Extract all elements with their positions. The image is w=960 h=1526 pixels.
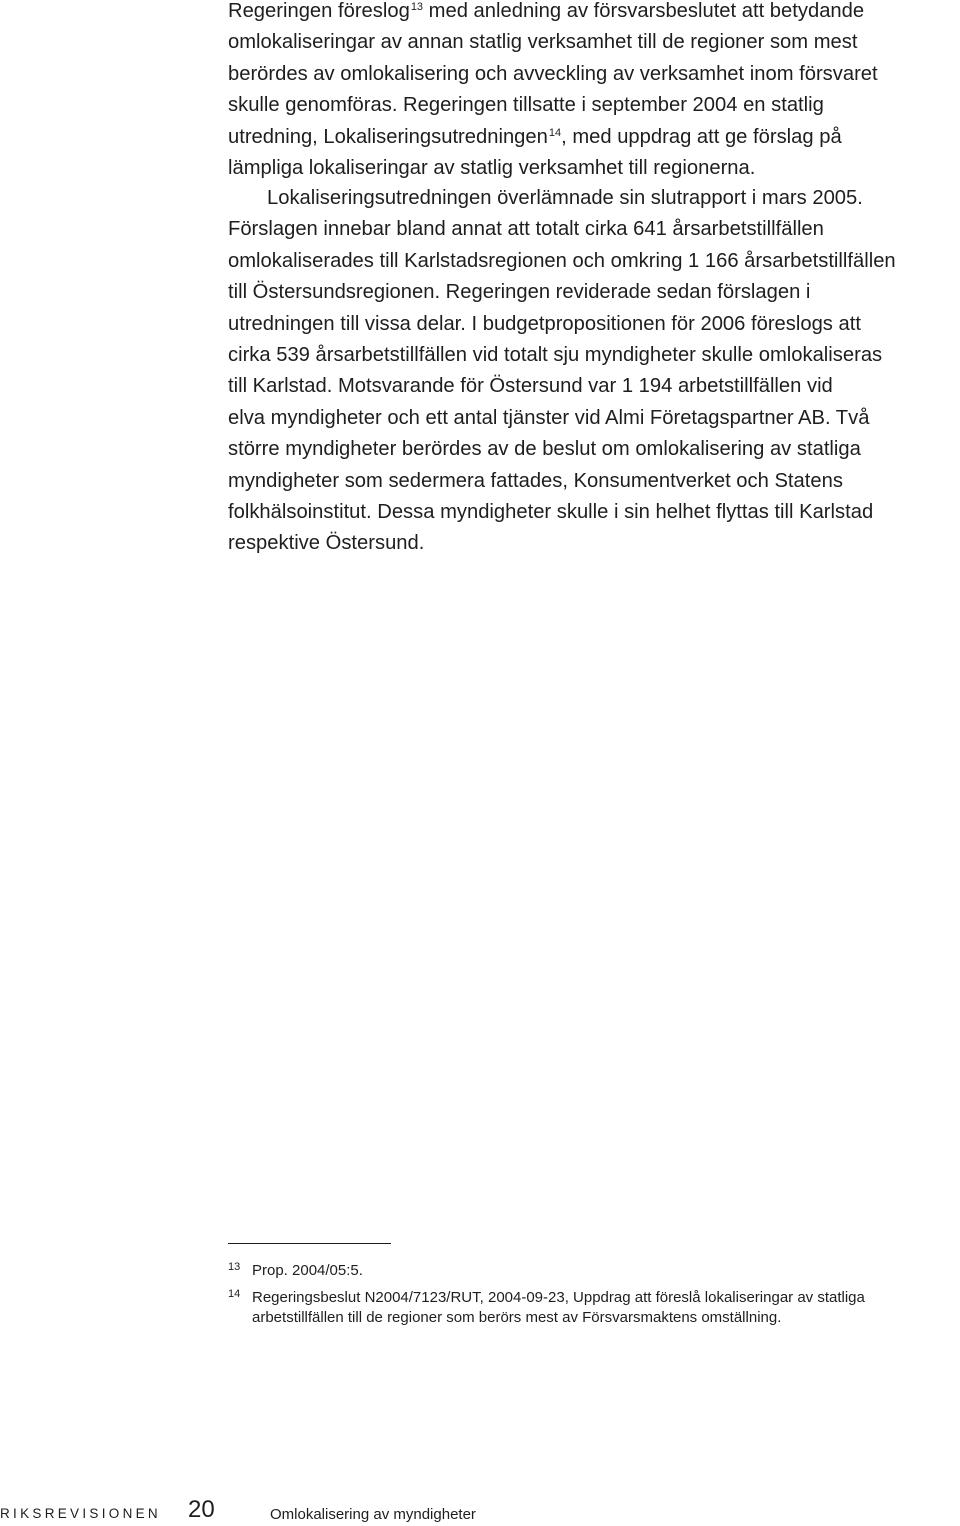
text-line: omlokaliserades till Karlstadsregionen och omkring 1 166 årsarbetstillfällen <box>228 249 896 272</box>
footnote-reference-13[interactable]: 13 <box>410 1 424 13</box>
text-line: utredningen till vissa delar. I budgetpropositionen för 2006 föreslogs att <box>228 312 861 335</box>
text-line: cirka 539 årsarbetstillfällen vid totalt sju myndigheter skulle omlokaliseras <box>228 344 883 367</box>
text-line: skulle genomföras. Regeringen tillsatte i september 2004 en statlig <box>228 94 824 117</box>
text-line: utredning, Lokaliseringsutredningen$^{14}$, med uppdrag att ge förslag på <box>228 125 842 148</box>
footnote-number: 14 <box>228 1288 241 1300</box>
footnote-13 <box>228 1261 958 1281</box>
text-line: respektive Östersund. <box>228 532 425 555</box>
text-line: elva myndigheter och ett antal tjänster vid Almi Företagspartner AB. Två <box>228 406 870 429</box>
footnote-14 <box>228 1288 958 1328</box>
page-footer <box>0 1494 960 1526</box>
text-line: till Karlstad. Motsvarande för Östersund var 1 194 arbetstillfällen vid <box>228 375 833 398</box>
text-line: berördes av omlokalisering och avveckling av verksamhet inom försvaret <box>228 62 878 85</box>
document-title: Omlokalisering av myndigheter <box>270 1506 476 1523</box>
publisher-name: RIKSREVISIONEN <box>0 1506 161 1521</box>
footnote-text: Prop. 2004/05:5. <box>252 1262 363 1279</box>
footnote-divider <box>228 1243 391 1244</box>
text-line: större myndigheter berördes av de beslut om omlokalisering av statliga <box>228 438 861 461</box>
footnote-text: Regeringsbeslut N2004/7123/RUT, 2004-09-23, Uppdrag att föreslå lokaliseringar av statliga <box>252 1289 865 1306</box>
text-line: folkhälsoinstitut. Dessa myndigheter skulle i sin helhet flyttas till Karlstad <box>228 501 874 524</box>
text-line: Förslagen innebar bland annat att totalt cirka 641 årsarbetstillfällen <box>228 218 824 241</box>
footnote-number: 13 <box>228 1261 241 1273</box>
footnote-text: arbetstillfällen till de regioner som berörs mest av Försvarsmaktens omställning. <box>252 1309 782 1326</box>
paragraph-1 <box>228 0 960 184</box>
text-line: myndigheter som sedermera fattades, Konsumentverket och Statens <box>228 469 843 492</box>
text-line: Lokaliseringsutredningen överlämnade sin slutrapport i mars 2005. <box>267 187 863 209</box>
footnote-reference-14[interactable]: 14 <box>548 126 562 139</box>
paragraph-2 <box>228 183 960 560</box>
text-line: till Östersundsregionen. Regeringen reviderade sedan förslagen i <box>228 281 811 304</box>
text-line: Regeringen föreslog$^{13}$ med anledning av försvarsbeslutet att betydande <box>228 0 865 22</box>
text-line: omlokaliseringar av annan statlig verksamhet till de regioner som mest <box>228 31 858 54</box>
page-number: 20 <box>188 1496 215 1523</box>
text-line: lämpliga lokaliseringar av statlig verksamhet till regionerna. <box>228 157 756 180</box>
